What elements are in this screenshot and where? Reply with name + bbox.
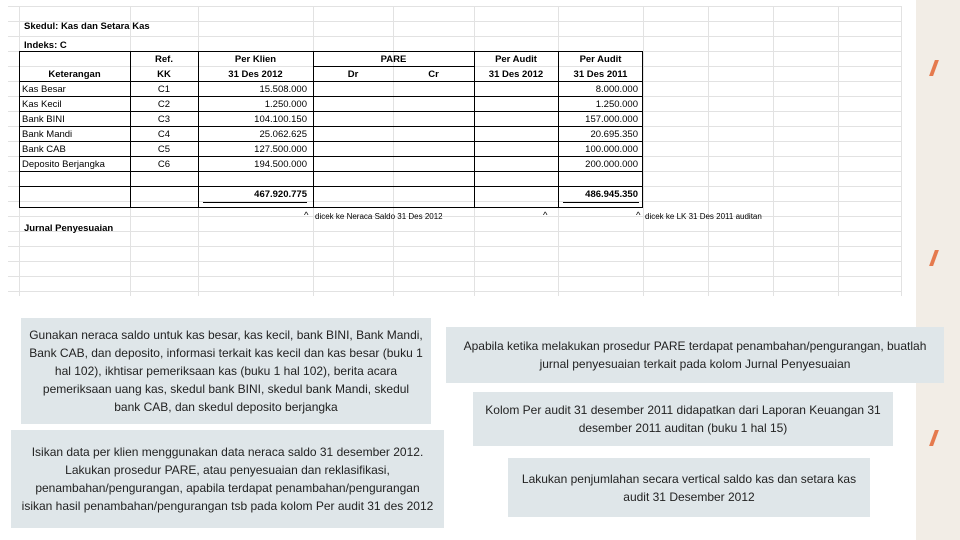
schedule-title: Skedul: Kas dan Setara Kas [24, 21, 150, 32]
total-per-audit-2011: 486.945.350 [585, 189, 638, 200]
caret-mark: ^ [543, 210, 548, 221]
row-per-audit-2011: 20.695.350 [590, 129, 638, 140]
row-per-audit-2011: 8.000.000 [595, 84, 638, 95]
header-per-audit-2011: Per Audit [579, 54, 622, 65]
row-keterangan: Kas Besar [22, 84, 66, 95]
schedule-index: Indeks: C [24, 40, 67, 51]
row-keterangan: Bank Mandi [22, 129, 73, 140]
row-ref: C3 [157, 114, 171, 125]
row-ref: C6 [157, 159, 171, 170]
instruction-note-4: Kolom Per audit 31 desember 2011 didapatkan dari Laporan Keuangan 31 desember 2011 auditan (buku 1 hal 15) [473, 392, 893, 446]
header-pare-dr: Dr [347, 69, 359, 80]
row-keterangan: Kas Kecil [22, 99, 62, 110]
sheet-gridline [8, 246, 902, 247]
row-per-klien: 194.500.000 [254, 159, 307, 170]
row-keterangan: Bank CAB [22, 144, 66, 155]
header-per-audit-2012: Per Audit [495, 54, 537, 65]
row-per-audit-2011: 1.250.000 [595, 99, 638, 110]
header-per-klien: Per Klien [234, 54, 277, 65]
sheet-gridline [8, 231, 902, 232]
row-per-klien: 1.250.000 [264, 99, 307, 110]
jurnal-penyesuaian-label: Jurnal Penyesuaian [24, 223, 114, 234]
row-per-audit-2011: 200.000.000 [585, 159, 638, 170]
sheet-gridline [838, 6, 839, 296]
header-keterangan: Keterangan [48, 69, 101, 80]
row-keterangan: Deposito Berjangka [22, 159, 105, 170]
instruction-note-3: Apabila ketika melakukan prosedur PARE terdapat penambahan/pengurangan, buatlah jurnal penyesuaian terkait pada kolom Jurnal Penyesuaian [446, 327, 944, 383]
header-pare: PARE [380, 54, 407, 65]
sheet-gridline [8, 291, 902, 292]
header-per-audit-2011-date: 31 Des 2011 [573, 69, 628, 80]
header-ref: Ref. [155, 54, 173, 65]
header-pare-cr: Cr [428, 69, 439, 80]
row-ref: C5 [157, 144, 171, 155]
instruction-note-2: Isikan data per klien menggunakan data neraca saldo 31 desember 2012. Lakukan prosedur PARE, atau penyesuaian dan reklasifikasi, penambahan/pengurangan, apabila terdapat penambahan/pengurangan isikan hasil penambahan/pengurangan tsb pada kolom Per audit 31 des 2012 [11, 430, 444, 528]
decorative-side-bar [916, 0, 960, 540]
row-keterangan: Bank BINI [22, 114, 65, 125]
row-ref: C1 [157, 84, 171, 95]
row-ref: C2 [157, 99, 171, 110]
note-audit-2011: dicek ke LK 31 Des 2011 auditan [645, 212, 762, 221]
header-per-audit-2012-date: 31 Des 2012 [488, 69, 544, 80]
row-per-klien: 104.100.150 [254, 114, 307, 125]
row-per-klien: 127.500.000 [254, 144, 307, 155]
row-per-klien: 15.508.000 [259, 84, 307, 95]
sheet-gridline [8, 36, 902, 37]
header-ref-kk: KK [157, 69, 171, 80]
caret-mark: ^ [636, 210, 641, 221]
row-per-klien: 25.062.625 [259, 129, 307, 140]
sheet-gridline [708, 6, 709, 296]
row-ref: C4 [157, 129, 171, 140]
instruction-note-1: Gunakan neraca saldo untuk kas besar, kas kecil, bank BINI, Bank Mandi, Bank CAB, dan deposito, informasi terkait kas kecil dan kas besar (buku 1 hal 102), ikhtisar pemeriksaan kas (buku 1 hal 102), berita acara pemeriksaan uang kas, skedul bank BINI, skedul bank Mandi, skedul bank CAB, dan skedul deposito berjangka [21, 318, 431, 424]
sheet-gridline [901, 6, 902, 296]
sheet-gridline [8, 261, 902, 262]
sheet-gridline [8, 276, 902, 277]
sheet-gridline [773, 6, 774, 296]
row-per-audit-2011: 157.000.000 [585, 114, 638, 125]
sheet-gridline [8, 216, 902, 217]
total-per-klien: 467.920.775 [254, 189, 307, 200]
caret-mark: ^ [304, 210, 309, 221]
instruction-note-5: Lakukan penjumlahan secara vertical saldo kas dan setara kas audit 31 Desember 2012 [508, 458, 870, 517]
row-per-audit-2011: 100.000.000 [585, 144, 638, 155]
note-klien: dicek ke Neraca Saldo 31 Des 2012 [315, 212, 443, 221]
sheet-gridline [643, 6, 644, 296]
spreadsheet-schedule [8, 6, 902, 296]
header-per-klien-date: 31 Des 2012 [228, 69, 283, 80]
sheet-gridline [8, 6, 902, 7]
